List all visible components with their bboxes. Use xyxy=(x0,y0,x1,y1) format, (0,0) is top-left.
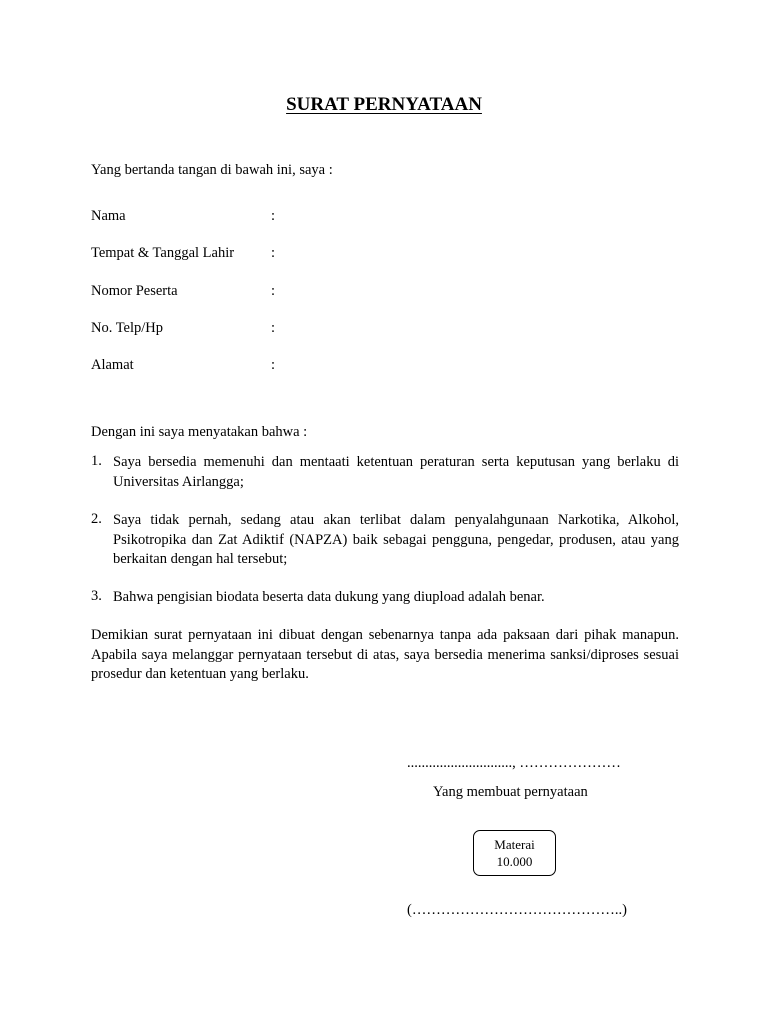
document-title: SURAT PERNYATAAN xyxy=(286,94,482,115)
field-label-telp: No. Telp/Hp xyxy=(91,320,164,336)
statement-text: Bahwa pengisian biodata beserta data dukung yang diupload adalah benar. xyxy=(113,589,545,605)
field-colon-ttl: : xyxy=(271,245,276,261)
statement-number: 3. xyxy=(91,588,102,604)
field-label-ttl: Tempat & Tanggal Lahir xyxy=(91,245,235,261)
field-label-alamat: Alamat xyxy=(91,357,134,373)
materai-label: Materai xyxy=(494,837,535,852)
statement-number: 1. xyxy=(91,453,102,469)
statement-number: 2. xyxy=(91,511,102,527)
place-date-line: ............................., ………………… xyxy=(407,755,621,771)
statement-text: Saya bersedia memenuhi dan mentaati ketentuan peraturan serta keputusan yang berlaku di Universitas Airlangga; xyxy=(113,454,679,490)
field-label-nomor-peserta: Nomor Peserta xyxy=(91,283,178,299)
statement-text: Saya tidak pernah, sedang atau akan terlibat dalam penyalahgunaan Narkotika, Alkohol, Psikotropika dan Zat Adiktif (NAPZA) baik sebagai pengguna, pengedar, produsen, atau yang berkaitan dengan hal tersebut; xyxy=(113,512,679,567)
statement-intro: Dengan ini saya menyatakan bahwa : xyxy=(91,424,308,440)
field-colon-nomor-peserta: : xyxy=(271,283,276,299)
materai-stamp-box xyxy=(473,830,556,876)
signer-role: Yang membuat pernyataan xyxy=(433,784,588,800)
closing-paragraph: Demikian surat pernyataan ini dibuat dengan sebenarnya tanpa ada paksaan dari pihak manapun. Apabila saya melanggar pernyataan tersebut di atas, saya bersedia menerima sanksi/diproses sesuai prosedur dan ketentuan yang berlaku. xyxy=(91,627,679,682)
field-colon-telp: : xyxy=(271,320,276,336)
field-colon-alamat: : xyxy=(271,357,276,373)
signer-name-placeholder: (……………………………………..) xyxy=(407,902,627,918)
intro-text: Yang bertanda tangan di bawah ini, saya : xyxy=(91,162,333,178)
field-label-nama: Nama xyxy=(91,208,126,224)
materai-value: 10.000 xyxy=(496,854,533,869)
field-colon-nama: : xyxy=(271,208,276,224)
